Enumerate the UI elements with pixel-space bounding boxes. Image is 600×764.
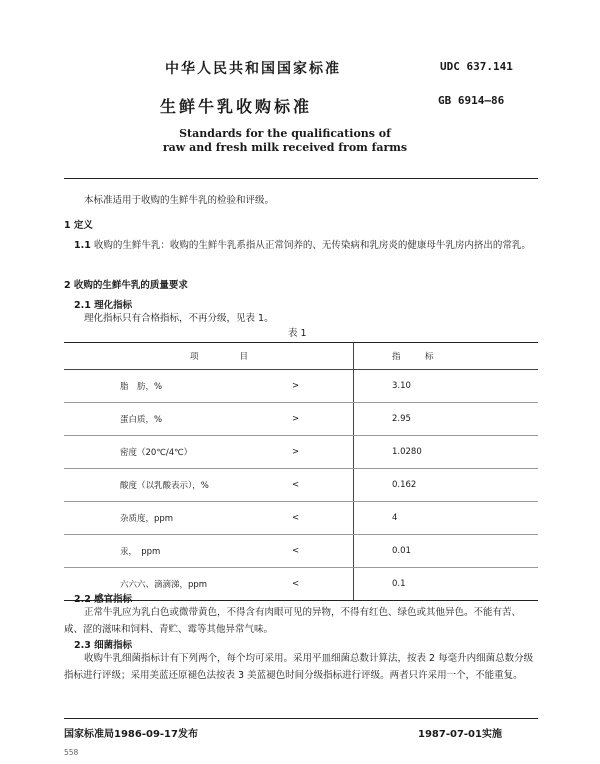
- row-value: 2.95: [354, 403, 539, 436]
- table-1: [64, 342, 538, 601]
- table-row: [64, 370, 538, 403]
- row-sign: >: [291, 403, 354, 436]
- row-item: 蛋白质，%: [64, 403, 291, 436]
- english-title-line1: Standards for the qualifications of: [179, 127, 391, 140]
- row-sign: <: [291, 469, 354, 502]
- section-1-1-paragraph: [64, 237, 536, 254]
- row-item: 六六六、滴滴涕，ppm: [64, 568, 291, 601]
- row-item: 密度（20℃/4℃）: [64, 436, 291, 469]
- issuing-country-standard: 中华人民共和国国家标准: [165, 61, 341, 77]
- row-sign: >: [291, 370, 354, 403]
- row-sign: <: [291, 568, 354, 601]
- english-title-line2: raw and fresh milk received from farms: [162, 141, 408, 154]
- document-title: 生鲜牛乳收购标准: [160, 97, 313, 116]
- table-row: [64, 568, 538, 601]
- section-2-1-title: 2.1 理化指标: [74, 300, 133, 311]
- row-item: 汞， ppm: [64, 535, 291, 568]
- row-item: 酸度（以乳酸表示），%: [64, 469, 291, 502]
- table-header-row: [64, 343, 538, 370]
- row-sign: <: [291, 535, 354, 568]
- header-divider: [64, 178, 538, 179]
- section-2-3-text: 收购牛乳细菌指标计有下列两个，每个均可采用。采用平皿细菌总数计算法，按表 2 每毫升内细菌总数分级指标进行评级；采用美蓝还原褪色法按表 3 美蓝褪色时间分级指标进行评级。两者只许采用一个，不能重复。: [64, 653, 534, 681]
- row-value: 1.0280: [354, 436, 539, 469]
- row-value: 3.10: [354, 370, 539, 403]
- row-item: 脂 肪，%: [64, 370, 291, 403]
- row-item: 杂质度，ppm: [64, 502, 291, 535]
- section-2-1-text: 理化指标只有合格指标，不再分级，见表 1。: [84, 313, 274, 324]
- col-value-header: 指 标: [354, 343, 539, 370]
- table-row: [64, 502, 538, 535]
- col-item-header: 项 目: [64, 343, 354, 370]
- table-row: [64, 403, 538, 436]
- table-row: [64, 436, 538, 469]
- row-sign: <: [291, 502, 354, 535]
- section-2-heading: 2 收购的生鲜牛乳的质量要求: [64, 280, 188, 291]
- row-sign: >: [291, 436, 354, 469]
- table-row: [64, 535, 538, 568]
- table-1-caption: 表 1: [288, 328, 307, 339]
- section-2-3-title: 2.3 细菌指标: [74, 640, 133, 651]
- section-2-2-text: 正常牛乳应为乳白色或微带黄色，不得含有肉眼可见的异物，不得有红色、绿色或其他异色。不能有苦、咸、涩的滋味和饲料、青贮、霉等其他异常气味。: [64, 607, 522, 635]
- issue-date: 国家标准局1986-09-17发布: [64, 729, 198, 740]
- section-1-1-number: 1.1: [74, 240, 91, 251]
- footer-divider: [64, 718, 538, 719]
- udc-code: UDC 637.141: [440, 60, 513, 73]
- section-1-heading: 1 定义: [64, 220, 93, 231]
- intro-paragraph: 本标准适用于收购的生鲜牛乳的检验和评级。: [84, 195, 275, 206]
- row-value: 0.1: [354, 568, 539, 601]
- row-value: 0.162: [354, 469, 539, 502]
- section-2-2-title: 2.2 感官指标: [74, 594, 133, 605]
- table-row: [64, 469, 538, 502]
- row-value: 0.01: [354, 535, 539, 568]
- section-1-1-text: 收购的生鲜牛乳：收购的生鲜牛乳系指从正常饲养的、无传染病和乳房炎的健康母牛乳房内挤出的常乳。: [93, 240, 531, 251]
- gb-number: GB 6914—86: [438, 94, 505, 107]
- page-number: 558: [64, 748, 79, 757]
- effective-date: 1987-07-01实施: [418, 729, 502, 740]
- row-value: 4: [354, 502, 539, 535]
